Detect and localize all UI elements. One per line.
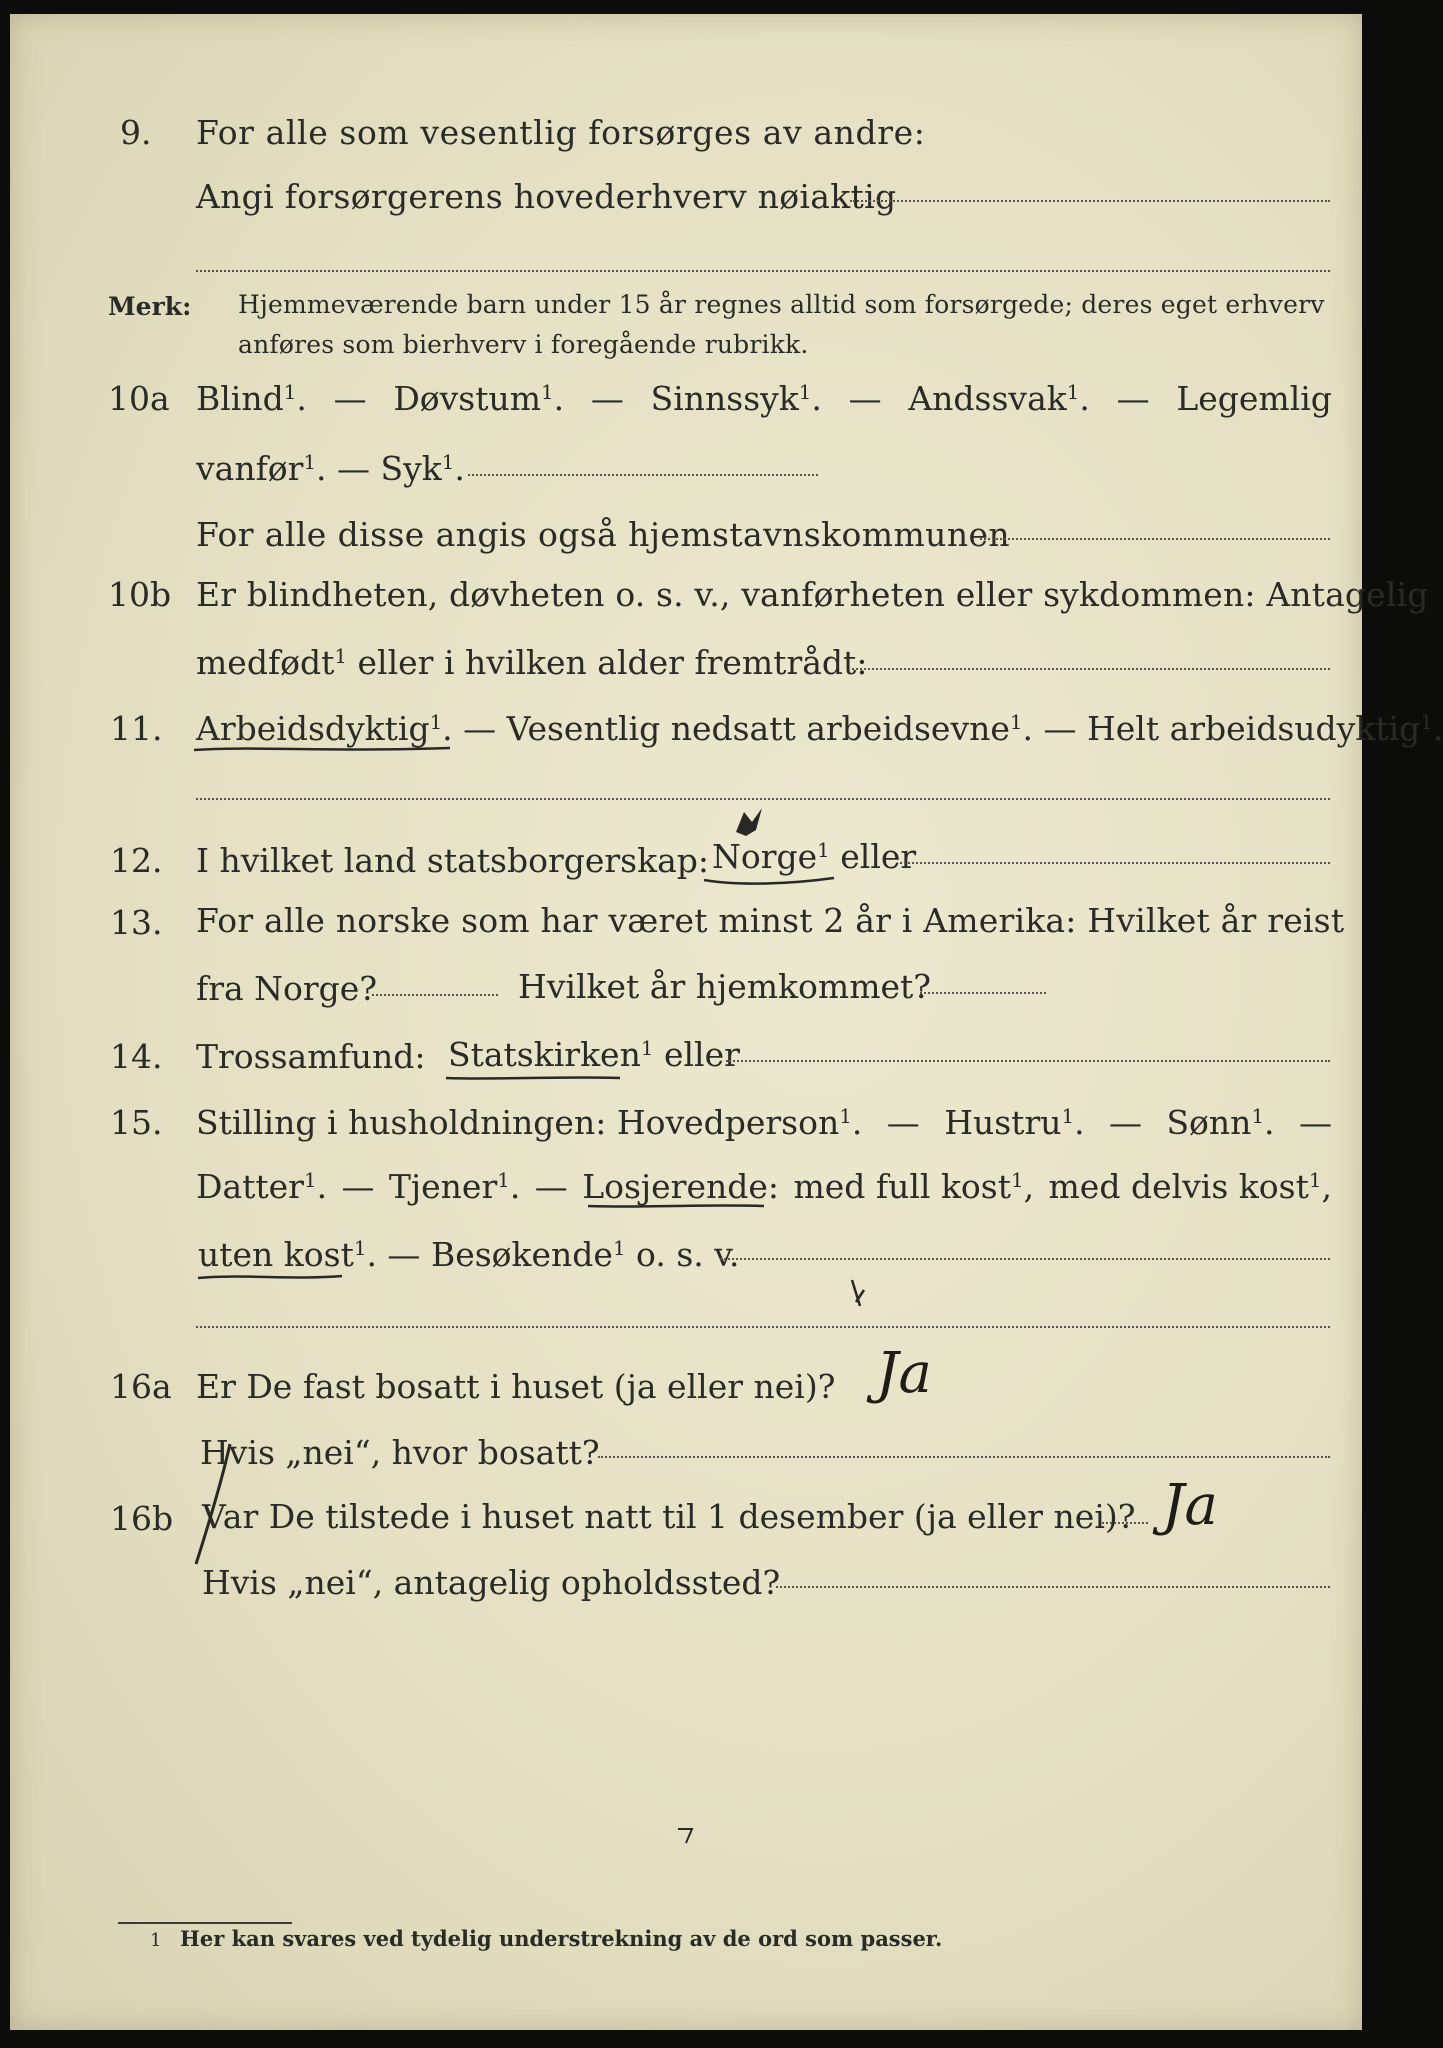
merk-line2: anføres som bierhverv i foregående rubrikk. xyxy=(238,330,809,359)
q14-number: 14. xyxy=(110,1037,163,1076)
stray-mark xyxy=(676,1826,696,1846)
q16b-number: 16b xyxy=(110,1499,174,1538)
q9-answer-line-2[interactable] xyxy=(196,270,1330,272)
merk-line1: Hjemmeværende barn under 15 år regnes alltid som forsørgede; deres eget erhverv xyxy=(238,290,1325,319)
q15-line3: uten kost$^1$. — Besøkende$^1$ o. s. v. xyxy=(198,1235,740,1274)
q16b-dash-line[interactable] xyxy=(1102,1522,1148,1524)
q13-line2-a: fra Norge? xyxy=(196,969,378,1008)
q10b-answer-line[interactable] xyxy=(852,668,1330,670)
q12-answer-line[interactable] xyxy=(900,862,1330,864)
q10a-blind: Blind xyxy=(196,379,284,418)
q9-number: 9. xyxy=(120,113,152,152)
q10a-sinnssyk: Sinnssyk xyxy=(650,379,799,418)
q10a-line2: vanfør$^1$. — Syk$^1$. xyxy=(196,449,465,488)
q15-number: 15. xyxy=(110,1103,163,1142)
q10a-syk: Syk xyxy=(380,449,442,488)
q16a-line1: Er De fast bosatt i huset (ja eller nei)? xyxy=(196,1367,836,1406)
q11-line1: Arbeidsdyktig$^1$. — Vesentlig nedsatt arbeidsevne$^1$. — Helt arbeidsudyktig$^1$. xyxy=(196,709,1443,748)
q13-hjemkommet-line[interactable] xyxy=(920,992,1046,994)
q15-uten-kost: uten kost xyxy=(198,1235,354,1274)
q10a-vanfor: vanfør xyxy=(196,449,304,488)
q16a-number: 16a xyxy=(110,1367,172,1406)
q10a-line3: For alle disse angis også hjemstavnskommunen xyxy=(196,515,1011,554)
q13-line2-b: Hvilket år hjemkommet? xyxy=(518,967,931,1006)
q14-underline-mark xyxy=(444,1072,624,1084)
q11-underline-mark xyxy=(192,742,452,756)
q15-answer-line-2[interactable] xyxy=(196,1326,1330,1328)
q16b-answer-line[interactable] xyxy=(776,1586,1330,1588)
q10a-andssvak: Andssvak xyxy=(908,379,1067,418)
footnote-rule xyxy=(118,1922,292,1924)
q16a-answer: Ja xyxy=(876,1341,932,1406)
footnote-text: Her kan svares ved tydelig understrekning av de ord som passer. xyxy=(180,1926,943,1951)
q15-line1: Stilling i husholdningen: Hovedperson$^1$. — Hustru$^1$. — Sønn$^1$. — xyxy=(196,1103,1332,1142)
q14-answer: Statskirken$^1$ eller xyxy=(448,1035,740,1074)
q16b-answer: Ja xyxy=(1162,1473,1218,1538)
q10b-line2: medfødt$^1$ eller i hvilken alder fremtrådt: xyxy=(196,643,868,682)
q15-answer-line[interactable] xyxy=(720,1258,1330,1260)
q12-text: I hvilket land statsborgerskap: xyxy=(196,841,710,880)
q16a-answer-line[interactable] xyxy=(598,1456,1330,1458)
q10b-number: 10b xyxy=(108,575,172,614)
q13-line1: For alle norske som har været minst 2 år i Amerika: Hvilket år reist xyxy=(196,901,1345,940)
margin-stroke-mark xyxy=(188,1440,238,1570)
q9-answer-line[interactable] xyxy=(850,200,1330,202)
q16b-line2: Hvis „nei“, antagelig opholdssted? xyxy=(202,1563,781,1602)
q12-underline-mark xyxy=(700,800,840,890)
q10a-dovstum: Døvstum xyxy=(393,379,542,418)
q14-answer-line[interactable] xyxy=(726,1060,1330,1062)
q10a-hjemstavn-line[interactable] xyxy=(980,538,1330,540)
q16b-line1: Var De tilstede i huset natt til 1 desember (ja eller nei)? xyxy=(202,1497,1136,1536)
q12-answer: Norge$^1$ eller xyxy=(712,837,917,876)
q15-losjerende-underline xyxy=(586,1200,766,1212)
q13-number: 13. xyxy=(110,903,163,942)
q15-line2: Datter$^1$. — Tjener$^1$. — Losjerende: med full kost$^1$, med delvis kost$^1$, xyxy=(196,1167,1332,1206)
q11-number: 11. xyxy=(110,709,163,748)
q10b-line1: Er blindheten, døvheten o. s. v., vanførheten eller sykdommen: Antagelig xyxy=(196,575,1429,614)
q16a-line2: Hvis „nei“, hvor bosatt? xyxy=(200,1433,600,1472)
q14-statskirken: Statskirken xyxy=(448,1035,641,1074)
q12-number: 12. xyxy=(110,841,163,880)
q15-uten-kost-underline xyxy=(196,1270,346,1284)
footnote-mark: 1 xyxy=(150,1930,162,1951)
merk-label: Merk: xyxy=(108,292,192,321)
q14-text: Trossamfund: xyxy=(196,1037,426,1076)
q11-arbeidsdyktig: Arbeidsdyktig xyxy=(196,709,430,748)
q13-reist-line[interactable] xyxy=(372,994,498,996)
q9-line1: For alle som vesentlig forsørges av andre: xyxy=(196,113,926,152)
q10a-answer-line[interactable] xyxy=(468,474,818,476)
q10a-legemlig: Legemlig xyxy=(1176,379,1332,418)
q9-line2: Angi forsørgerens hovederhverv nøiaktig xyxy=(196,177,897,216)
q10a-number: 10a xyxy=(108,379,170,418)
q15-losjerende: Losjerende xyxy=(582,1167,768,1206)
q10a-line1: Blind$^1$. — Døvstum$^1$. — Sinnssyk$^1$. — Andssvak$^1$. — Legemlig xyxy=(196,379,1332,418)
q15-check-mark xyxy=(846,1276,870,1310)
